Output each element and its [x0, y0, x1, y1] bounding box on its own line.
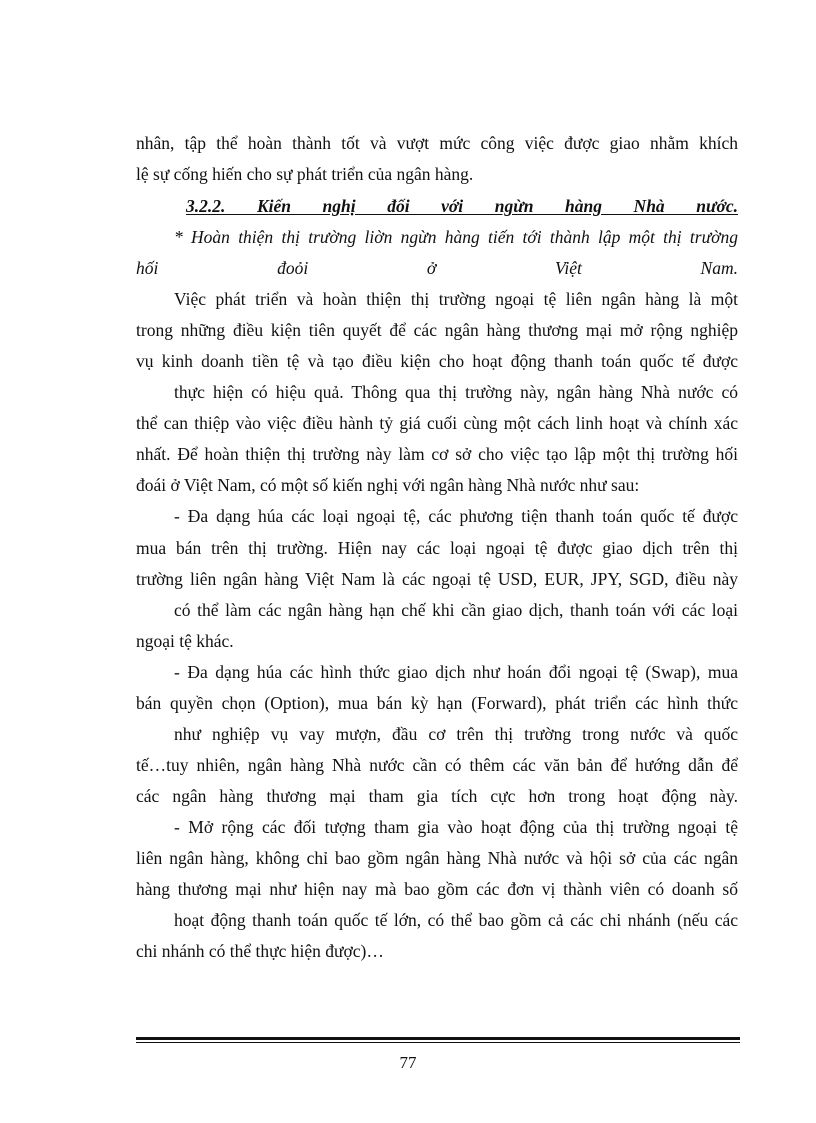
- subheading-line: hối đoỏi ở Việt Nam.: [136, 258, 738, 278]
- body-line: hàng thương mại như hiện nay mà bao gồm các đơn vị thành viên có doanh số: [136, 879, 738, 899]
- list-item-line: - Mở rộng các đối tượng tham gia vào hoạt động của thị trường ngoại tệ: [174, 817, 738, 837]
- body-line: mua bán trên thị trường. Hiện nay các loại ngoại tệ được giao dịch trên thị: [136, 538, 738, 558]
- section-heading: 3.2.2. Kiến nghị đối với ngừn hàng Nhà nước.: [186, 196, 738, 216]
- body-line: lệ sự cống hiến cho sự phát triển của ngân hàng.: [136, 164, 474, 184]
- footer-rule-thick: [136, 1037, 740, 1040]
- list-item-line: - Đa dạng húa các loại ngoại tệ, các phương tiện thanh toán quốc tế được: [174, 506, 738, 526]
- body-line: như nghiệp vụ vay mượn, đầu cơ trên thị trường trong nước và quốc: [174, 724, 738, 744]
- subheading-line: * Hoàn thiện thị trường liờn ngừn hàng tiến tới thành lập một thị trường: [174, 227, 738, 247]
- body-line: ngoại tệ khác.: [136, 631, 234, 651]
- body-line: Việc phát triển và hoàn thiện thị trường ngoại tệ liên ngân hàng là một: [174, 289, 738, 309]
- body-line: chi nhánh có thể thực hiện được)…: [136, 941, 384, 961]
- body-line: thực hiện có hiệu quả. Thông qua thị trường này, ngân hàng Nhà nước có: [174, 382, 738, 402]
- body-line: hoạt động thanh toán quốc tế lớn, có thể bao gồm cả các chi nhánh (nếu các: [174, 910, 738, 930]
- page-number: 77: [399, 1053, 417, 1072]
- body-line: vụ kinh doanh tiền tệ và tạo điều kiện cho hoạt động thanh toán quốc tế được: [136, 351, 738, 371]
- list-item-line: - Đa dạng húa các hình thức giao dịch như hoán đổi ngoại tệ (Swap), mua: [174, 662, 738, 682]
- body-line: trường liên ngân hàng Việt Nam là các ngoại tệ USD, EUR, JPY, SGD, điều này: [136, 569, 738, 589]
- footer-rule-thin: [136, 1042, 740, 1043]
- body-line: nhất. Để hoàn thiện thị trường này làm cơ sở cho việc tạo lập một thị trường hối: [136, 444, 738, 464]
- body-line: bán quyền chọn (Option), mua bán kỳ hạn (Forward), phát triển các hình thức: [136, 693, 738, 713]
- body-line: tế…tuy nhiên, ngân hàng Nhà nước cần có thêm các văn bản để hướng dẫn để: [136, 755, 738, 775]
- body-line: trong những điều kiện tiên quyết để các ngân hàng thương mại mở rộng nghiệp: [136, 320, 738, 340]
- body-line: các ngân hàng thương mại tham gia tích cực hơn trong hoạt động này.: [136, 786, 738, 806]
- body-line: đoái ở Việt Nam, có một số kiến nghị với ngân hàng Nhà nước như sau:: [136, 475, 640, 495]
- body-line: liên ngân hàng, không chỉ bao gồm ngân hàng Nhà nước và hội sở của các ngân: [136, 848, 738, 868]
- body-line: thể can thiệp vào việc điều hành tỷ giá cuối cùng một cách linh hoạt và chính xác: [136, 413, 738, 433]
- body-line: có thể làm các ngân hàng hạn chế khi cần giao dịch, thanh toán với các loại: [174, 600, 738, 620]
- body-line: nhân, tập thể hoàn thành tốt và vượt mức công việc được giao nhằm khích: [136, 133, 738, 153]
